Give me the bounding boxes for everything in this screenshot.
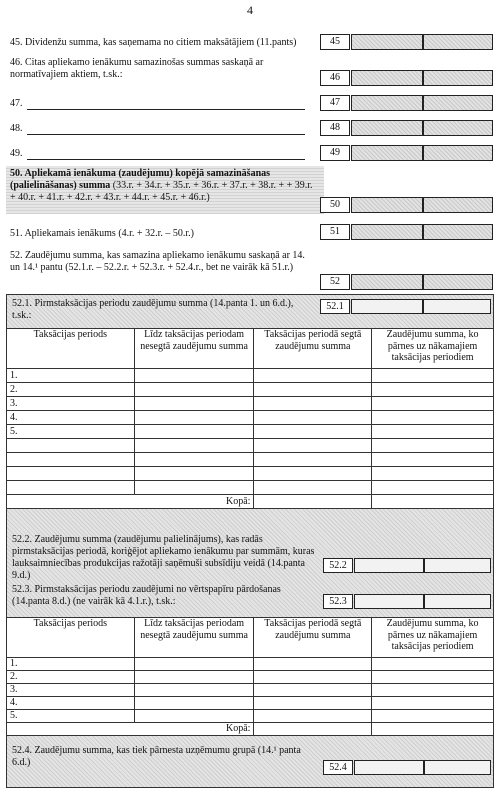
row-47-label: 47. [10, 98, 312, 110]
row-50-code: 50 [320, 197, 350, 213]
table-row: 4. [7, 697, 135, 710]
sub-52-1-label: 52.1. Pirmstaksācijas periodu zaudējumu summa (14.panta 1. un 6.d.), t.sk.: [12, 298, 294, 321]
sub-52-3-label: 52.3. Pirmstaksācijas periodu zaudējumi no vērtspapīru pārdošanas (14.panta 8.d.) (ne vairāk kā 4.1.r.), t.sk.: [12, 584, 281, 607]
sub-52-2-field-b[interactable] [424, 558, 491, 573]
total-carried-1[interactable] [372, 495, 494, 509]
table-row [7, 481, 135, 495]
table-row: 3. [7, 397, 135, 411]
row-45-field-a[interactable] [351, 34, 423, 50]
row-49-blank-line[interactable] [27, 150, 305, 160]
row-50-field-b[interactable] [423, 197, 493, 213]
sub-52-4-label: 52.4. Zaudējumu summa, kas tiek pārnesta uzņēmumu grupā (14.¹ panta 6.d.) [12, 745, 301, 768]
col-header-carried: Zaudējumu summa, ko pārnes uz nākamajiem taksācijas periodiem [372, 329, 494, 369]
total-covered-2[interactable] [254, 723, 372, 736]
row-52-field-a[interactable] [351, 274, 423, 290]
total-label-2: Kopā: [7, 723, 254, 736]
sub-52-2-field-a[interactable] [354, 558, 424, 573]
total-label-1: Kopā: [7, 495, 254, 509]
row-51-field-b[interactable] [423, 224, 493, 240]
sub-52-1-field-b[interactable] [423, 299, 491, 314]
table-row: 5. [7, 425, 135, 439]
sub-52-2-label: 52.2. Zaudējumu summa (zaudējumu palielinājums), kas radās pirmstaksācijas periodā, koriģējot apliekamo ienākumu par summām, kuras lauksaimniecības produkcijas ražotāji saņēmuši subsīdiju veidā (14.panta 9.d.) [12, 534, 315, 581]
row-48-field-a[interactable] [351, 120, 423, 136]
carryforward-table-1 [6, 328, 494, 509]
table-row [7, 439, 135, 453]
sub-52-2-code: 52.2 [323, 558, 353, 573]
row-47-field-b[interactable] [423, 95, 493, 111]
sub-52-4-field-b[interactable] [424, 760, 491, 775]
page-number: 4 [247, 3, 253, 17]
row-52-code: 52 [320, 274, 350, 290]
row-48-field-b[interactable] [423, 120, 493, 136]
col-header-period: Taksācijas periods [7, 618, 135, 658]
row-49-field-a[interactable] [351, 145, 423, 161]
col-header-carried: Zaudējumu summa, ko pārnes uz nākamajiem taksācijas periodiem [372, 618, 494, 658]
row-46-field-a[interactable] [351, 70, 423, 86]
row-51-label: 51. Apliekamais ienākums (4.r. + 32.r. – 50.r.) [10, 228, 194, 239]
sub-52-4-code: 52.4 [323, 760, 353, 775]
sub-52-1-field-a[interactable] [351, 299, 423, 314]
col-header-period: Taksācijas periods [7, 329, 135, 369]
row-51-code: 51 [320, 224, 350, 240]
row-49-label: 49. [10, 148, 312, 160]
sub-52-3-field-b[interactable] [424, 594, 491, 609]
row-45-code: 45 [320, 34, 350, 50]
col-header-uncovered: Līdz taksācijas periodam nesegtā zaudējumu summa [134, 618, 254, 658]
sub-52-3-field-a[interactable] [354, 594, 424, 609]
col-header-uncovered: Līdz taksācijas periodam nesegtā zaudējumu summa [134, 329, 254, 369]
table-row: 2. [7, 383, 135, 397]
total-covered-1[interactable] [254, 495, 372, 509]
table-row [7, 467, 135, 481]
table-row: 1. [7, 369, 135, 383]
row-49-code: 49 [320, 145, 350, 161]
row-47-code: 47 [320, 95, 350, 111]
row-50-field-a[interactable] [351, 197, 423, 213]
row-48-code: 48 [320, 120, 350, 136]
table-row [7, 453, 135, 467]
table-row: 1. [7, 658, 135, 671]
total-carried-2[interactable] [372, 723, 494, 736]
row-51-field-a[interactable] [351, 224, 423, 240]
row-45-field-b[interactable] [423, 34, 493, 50]
sub-52-4-field-a[interactable] [354, 760, 424, 775]
table-row: 5. [7, 710, 135, 723]
carryforward-table-2 [6, 617, 494, 736]
row-45-label: 45. Dividenžu summa, kas saņemama no citiem maksātājiem (11.pants) [10, 37, 297, 48]
row-47-field-a[interactable] [351, 95, 423, 111]
row-48-label: 48. [10, 123, 312, 135]
table-row: 3. [7, 684, 135, 697]
row-52-field-b[interactable] [423, 274, 493, 290]
row-46-code: 46 [320, 70, 350, 86]
sub-52-1-code: 52.1 [320, 299, 350, 314]
row-50-label: 50. Apliekamā ienākuma (zaudējumu) kopējā samazināšanas (palielināšanas) summa (33.r. + 34.r. + 35.r. + 36.r. + 37.r. + 38.r. + + 39.r. + 40.r. + 41.r. + 42.r. + 43.r. + 44.r. + 45.r. + 46.r.) [10, 168, 313, 203]
table-row: 2. [7, 671, 135, 684]
col-header-covered: Taksācijas periodā segtā zaudējumu summa [254, 329, 372, 369]
row-49-field-b[interactable] [423, 145, 493, 161]
row-46-field-b[interactable] [423, 70, 493, 86]
row-46-label: 46. Citas apliekamo ienākumu samazinošas summas saskaņā ar normatīvajiem aktiem, t.sk.: [10, 57, 264, 80]
table-row: 4. [7, 411, 135, 425]
col-header-covered: Taksācijas periodā segtā zaudējumu summa [254, 618, 372, 658]
row-48-blank-line[interactable] [27, 125, 305, 135]
row-52-label: 52. Zaudējumu summa, kas samazina apliekamo ienākumu saskaņā ar 14. un 14.¹ pantu (52.1.r. – 52.2.r. + 52.3.r. + 52.4.r., bet ne vairāk kā 51.r.) [10, 250, 305, 273]
row-47-blank-line[interactable] [27, 100, 305, 110]
sub-52-3-code: 52.3 [323, 594, 353, 609]
